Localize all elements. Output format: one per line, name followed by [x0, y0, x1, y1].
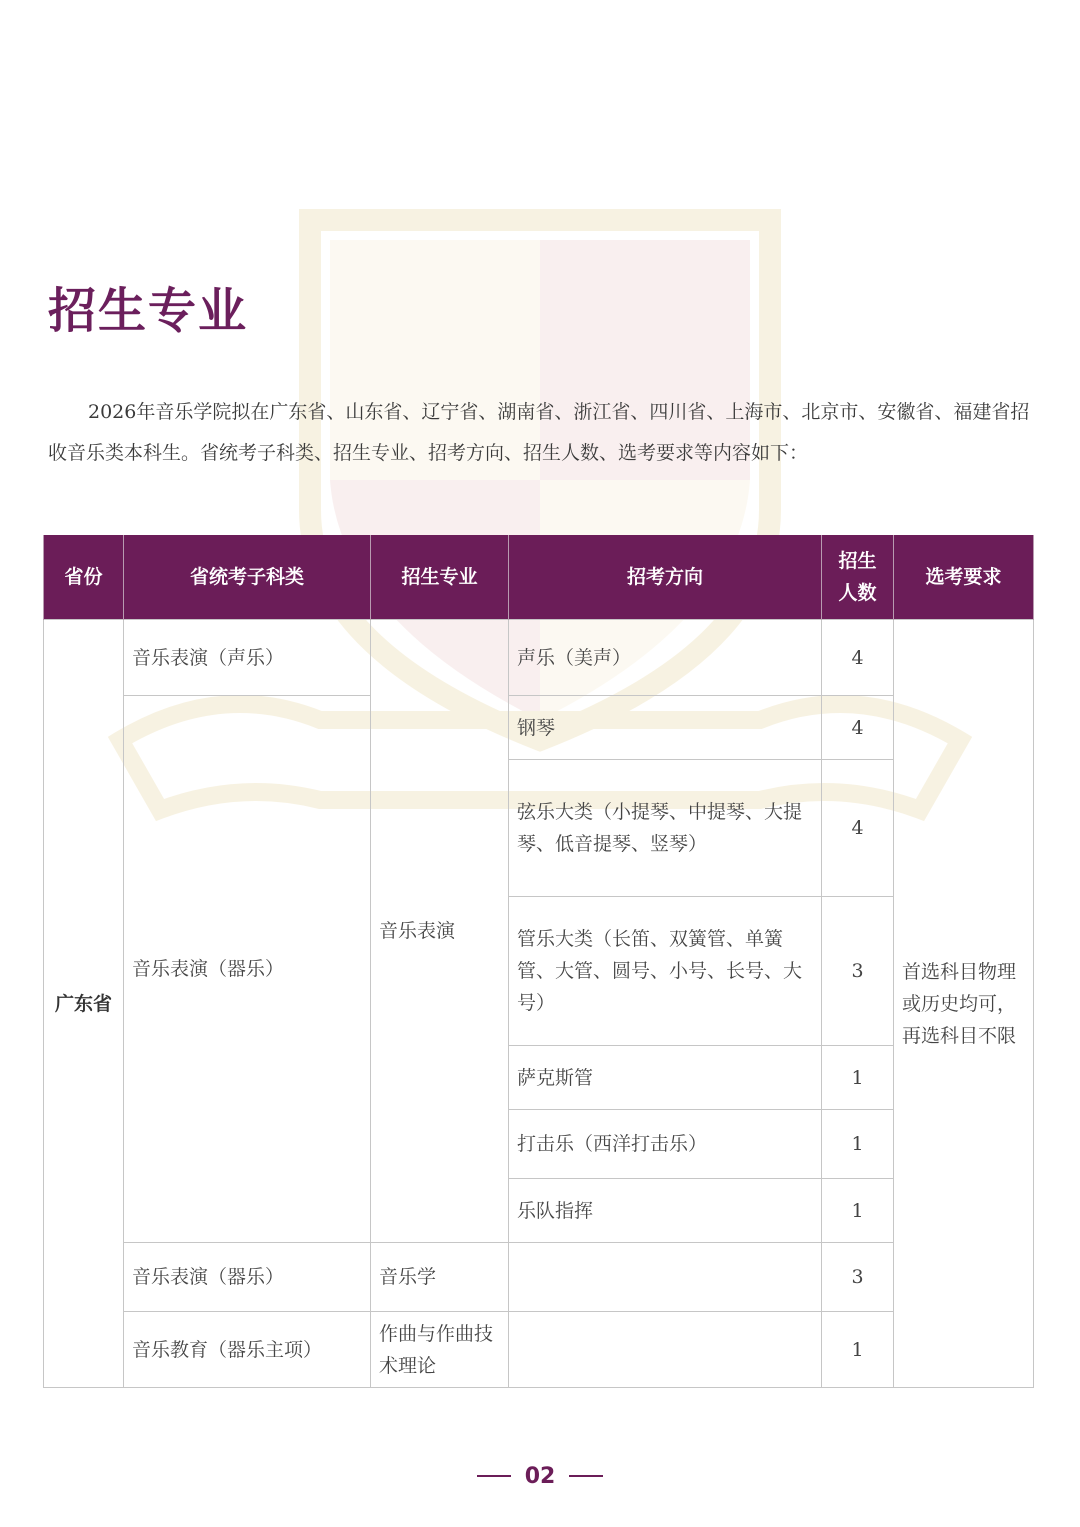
direction-cell: 萨克斯管 [509, 1046, 822, 1110]
page-number: 02 [524, 1463, 556, 1489]
direction-cell: 钢琴 [509, 696, 822, 760]
header-province: 省份 [44, 535, 124, 620]
header-count [822, 535, 894, 620]
direction-cell: 打击乐（西洋打击乐） [509, 1110, 822, 1179]
count-cell: 1 [822, 1110, 894, 1179]
direction-cell: 弦乐大类（小提琴、中提琴、大提琴、低音提琴、竖琴） [509, 760, 822, 897]
count-cell: 3 [822, 897, 894, 1046]
direction-cell [509, 1312, 822, 1388]
footer-rule-left [477, 1475, 511, 1477]
header-count-label: 招生人数 [838, 550, 877, 604]
count-cell: 4 [822, 696, 894, 760]
subcategory-cell: 音乐表演（器乐） [124, 696, 371, 1243]
requirement-cell: 首选科目物理或历史均可，再选科目不限 [894, 620, 1034, 1388]
direction-cell: 乐队指挥 [509, 1179, 822, 1243]
footer-rule-right [569, 1475, 603, 1477]
major-cell: 音乐表演 [371, 620, 509, 1243]
subcategory-cell: 音乐表演（声乐） [124, 620, 371, 696]
table-header-row [44, 535, 1034, 620]
intro-paragraph: 2026年音乐学院拟在广东省、山东省、辽宁省、湖南省、浙江省、四川省、上海市、北京市、安徽省、福建省招收音乐类本科生。省统考子科类、招生专业、招考方向、招生人数、选考要求等内容如下： [48, 401, 1030, 464]
major-cell: 作曲与作曲技术理论 [371, 1312, 509, 1388]
page-footer [0, 1456, 1080, 1496]
table-row [44, 696, 1034, 760]
admission-table [43, 535, 1034, 1388]
count-cell: 1 [822, 1046, 894, 1110]
header-major: 招生专业 [371, 535, 509, 620]
table-row [44, 1243, 1034, 1312]
major-cell: 音乐学 [371, 1243, 509, 1312]
header-direction: 招考方向 [509, 535, 822, 620]
province-cell: 广东省 [44, 620, 124, 1388]
direction-cell: 声乐（美声） [509, 620, 822, 696]
table-row [44, 620, 1034, 696]
count-cell: 4 [822, 760, 894, 897]
count-cell: 1 [822, 1312, 894, 1388]
header-requirement: 选考要求 [894, 535, 1034, 620]
subcategory-cell: 音乐表演（器乐） [124, 1243, 371, 1312]
count-cell: 1 [822, 1179, 894, 1243]
direction-cell [509, 1243, 822, 1312]
table-row [44, 1312, 1034, 1388]
count-cell: 4 [822, 620, 894, 696]
count-cell: 3 [822, 1243, 894, 1312]
header-subcategory: 省统考子科类 [124, 535, 371, 620]
page-title: 招生专业 [48, 283, 249, 339]
direction-cell: 管乐大类（长笛、双簧管、单簧管、大管、圆号、小号、长号、大号） [509, 897, 822, 1046]
subcategory-cell: 音乐教育（器乐主项） [124, 1312, 371, 1388]
